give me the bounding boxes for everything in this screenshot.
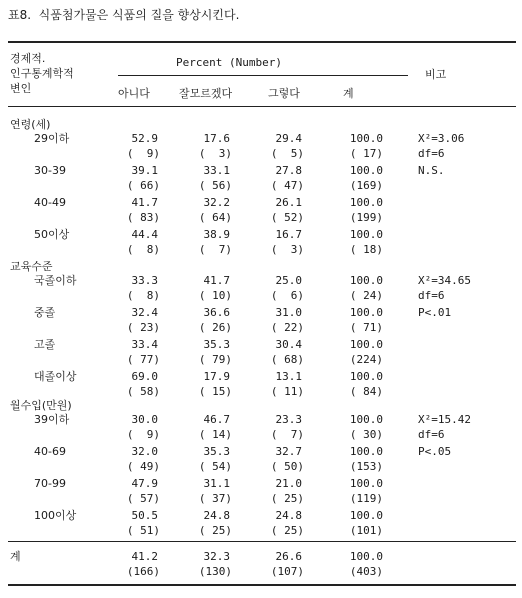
cell-num-sum: (101) [349, 524, 383, 537]
cell-num-unknown: ( 56) [198, 179, 232, 192]
cell-pct-yes: 23.3 [275, 413, 302, 426]
stub-header-line2: 인구통계학적 [10, 67, 74, 80]
cell-num-no: ( 57) [126, 492, 160, 505]
note-stat: X²=3.06 [418, 132, 465, 145]
cell-num-unknown: ( 10) [198, 289, 232, 302]
cell-num-yes: ( 25) [270, 492, 304, 505]
cell-pct-sum: 100.0 [349, 228, 383, 241]
group-label: 월수입(만원) [10, 399, 72, 412]
cell-pct-yes: 25.0 [275, 274, 302, 287]
total-num-sum: (403) [349, 565, 383, 578]
cell-pct-sum: 100.0 [349, 477, 383, 490]
row-label: 40-49 [34, 196, 66, 209]
group-label: 연령(세) [10, 118, 51, 131]
cell-pct-yes: 32.7 [275, 445, 302, 458]
total-num-unknown: (130) [198, 565, 232, 578]
cell-pct-sum: 100.0 [349, 338, 383, 351]
header-bottom-rule [8, 106, 516, 107]
cell-num-no: ( 66) [126, 179, 160, 192]
note-column-header: 비고 [425, 68, 447, 81]
cell-num-yes: ( 25) [270, 524, 304, 537]
cell-num-sum: ( 71) [349, 321, 383, 334]
percent-number-header: Percent (Number) [176, 56, 282, 69]
cell-pct-unknown: 24.8 [203, 509, 230, 522]
cell-num-sum: (199) [349, 211, 383, 224]
cell-pct-no: 33.3 [131, 274, 158, 287]
cell-num-unknown: ( 54) [198, 460, 232, 473]
row-label: 40-69 [34, 445, 66, 458]
cell-pct-yes: 30.4 [275, 338, 302, 351]
cell-pct-unknown: 31.1 [203, 477, 230, 490]
cell-pct-no: 44.4 [131, 228, 158, 241]
note-stat: X²=34.65 [418, 274, 471, 287]
cell-num-no: ( 8) [126, 243, 160, 256]
column-header-no: 아니다 [118, 87, 150, 100]
note-df: df=6 [418, 428, 445, 441]
cell-pct-yes: 31.0 [275, 306, 302, 319]
cell-num-yes: ( 3) [270, 243, 304, 256]
row-label: 39이하 [34, 413, 70, 426]
cell-pct-no: 52.9 [131, 132, 158, 145]
column-header-total: 계 [343, 87, 354, 100]
total-label: 계 [10, 550, 21, 563]
percent-span-rule [118, 75, 408, 76]
cell-pct-unknown: 17.9 [203, 370, 230, 383]
cell-num-no: ( 8) [126, 289, 160, 302]
cell-num-sum: (153) [349, 460, 383, 473]
cell-pct-unknown: 41.7 [203, 274, 230, 287]
total-pct-sum: 100.0 [349, 550, 383, 563]
note-stat: N.S. [418, 164, 445, 177]
cell-pct-no: 39.1 [131, 164, 158, 177]
cell-num-yes: ( 7) [270, 428, 304, 441]
cell-pct-sum: 100.0 [349, 196, 383, 209]
stub-header-line1: 경제적. [10, 52, 46, 65]
cell-num-no: ( 77) [126, 353, 160, 366]
cell-pct-no: 47.9 [131, 477, 158, 490]
row-label: 70-99 [34, 477, 66, 490]
cell-num-yes: ( 68) [270, 353, 304, 366]
cell-num-yes: ( 6) [270, 289, 304, 302]
cell-num-sum: ( 24) [349, 289, 383, 302]
cell-pct-yes: 21.0 [275, 477, 302, 490]
cell-pct-unknown: 35.3 [203, 445, 230, 458]
cell-num-unknown: ( 7) [198, 243, 232, 256]
cell-num-unknown: ( 37) [198, 492, 232, 505]
cell-num-sum: ( 30) [349, 428, 383, 441]
cell-pct-no: 33.4 [131, 338, 158, 351]
cell-num-yes: ( 11) [270, 385, 304, 398]
cell-num-yes: ( 50) [270, 460, 304, 473]
table-title: 표8. 식품첨가물은 식품의 질을 향상시킨다. [8, 8, 240, 22]
row-label: 대졸이상 [34, 370, 77, 383]
bottom-rule [8, 584, 516, 586]
top-rule [8, 41, 516, 43]
row-label: 30-39 [34, 164, 66, 177]
cell-pct-sum: 100.0 [349, 274, 383, 287]
cell-num-sum: (169) [349, 179, 383, 192]
cell-pct-yes: 26.1 [275, 196, 302, 209]
cell-num-no: ( 51) [126, 524, 160, 537]
row-label: 국졸이하 [34, 274, 77, 287]
cell-pct-sum: 100.0 [349, 413, 383, 426]
cell-num-sum: ( 18) [349, 243, 383, 256]
cell-pct-no: 32.0 [131, 445, 158, 458]
cell-num-unknown: ( 14) [198, 428, 232, 441]
cell-num-no: ( 58) [126, 385, 160, 398]
cell-num-no: ( 23) [126, 321, 160, 334]
cell-pct-no: 69.0 [131, 370, 158, 383]
cell-pct-sum: 100.0 [349, 306, 383, 319]
cell-pct-sum: 100.0 [349, 509, 383, 522]
cell-pct-unknown: 36.6 [203, 306, 230, 319]
total-num-no: (166) [126, 565, 160, 578]
cell-pct-no: 41.7 [131, 196, 158, 209]
cell-pct-unknown: 46.7 [203, 413, 230, 426]
cell-pct-sum: 100.0 [349, 370, 383, 383]
total-pct-no: 41.2 [131, 550, 158, 563]
note-stat: P<.05 [418, 445, 452, 458]
cell-num-unknown: ( 64) [198, 211, 232, 224]
cell-pct-yes: 24.8 [275, 509, 302, 522]
cell-pct-yes: 13.1 [275, 370, 302, 383]
cell-num-yes: ( 22) [270, 321, 304, 334]
cell-pct-sum: 100.0 [349, 445, 383, 458]
cell-num-sum: ( 17) [349, 147, 383, 160]
cell-pct-no: 30.0 [131, 413, 158, 426]
column-header-yes: 그렇다 [268, 87, 300, 100]
row-label: 100이상 [34, 509, 77, 522]
cell-pct-unknown: 17.6 [203, 132, 230, 145]
cell-num-no: ( 9) [126, 147, 160, 160]
cell-pct-yes: 29.4 [275, 132, 302, 145]
cell-num-unknown: ( 25) [198, 524, 232, 537]
cell-num-unknown: ( 26) [198, 321, 232, 334]
total-num-yes: (107) [270, 565, 304, 578]
cell-pct-yes: 16.7 [275, 228, 302, 241]
cell-num-yes: ( 47) [270, 179, 304, 192]
cell-pct-sum: 100.0 [349, 132, 383, 145]
note-df: df=6 [418, 147, 445, 160]
row-label: 50이상 [34, 228, 70, 241]
note-stat: X²=15.42 [418, 413, 471, 426]
cell-num-sum: (119) [349, 492, 383, 505]
cell-pct-no: 32.4 [131, 306, 158, 319]
cell-num-no: ( 49) [126, 460, 160, 473]
cell-pct-sum: 100.0 [349, 164, 383, 177]
note-df: df=6 [418, 289, 445, 302]
cell-pct-unknown: 38.9 [203, 228, 230, 241]
cell-pct-no: 50.5 [131, 509, 158, 522]
cell-num-sum: (224) [349, 353, 383, 366]
cell-pct-unknown: 32.2 [203, 196, 230, 209]
row-label: 고졸 [34, 338, 56, 351]
total-pct-unknown: 32.3 [203, 550, 230, 563]
cell-pct-unknown: 33.1 [203, 164, 230, 177]
note-stat: P<.01 [418, 306, 452, 319]
cell-num-no: ( 9) [126, 428, 160, 441]
cell-num-unknown: ( 3) [198, 147, 232, 160]
cell-num-unknown: ( 15) [198, 385, 232, 398]
column-header-unknown: 잘모르겠다 [179, 87, 233, 100]
stub-header-line3: 변인 [10, 82, 32, 95]
cell-num-unknown: ( 79) [198, 353, 232, 366]
row-label: 중졸 [34, 306, 56, 319]
cell-num-no: ( 83) [126, 211, 160, 224]
total-top-rule [8, 541, 516, 542]
cell-pct-unknown: 35.3 [203, 338, 230, 351]
total-pct-yes: 26.6 [275, 550, 302, 563]
cell-pct-yes: 27.8 [275, 164, 302, 177]
group-label: 교육수준 [10, 260, 53, 273]
cell-num-sum: ( 84) [349, 385, 383, 398]
cell-num-yes: ( 5) [270, 147, 304, 160]
cell-num-yes: ( 52) [270, 211, 304, 224]
row-label: 29이하 [34, 132, 70, 145]
